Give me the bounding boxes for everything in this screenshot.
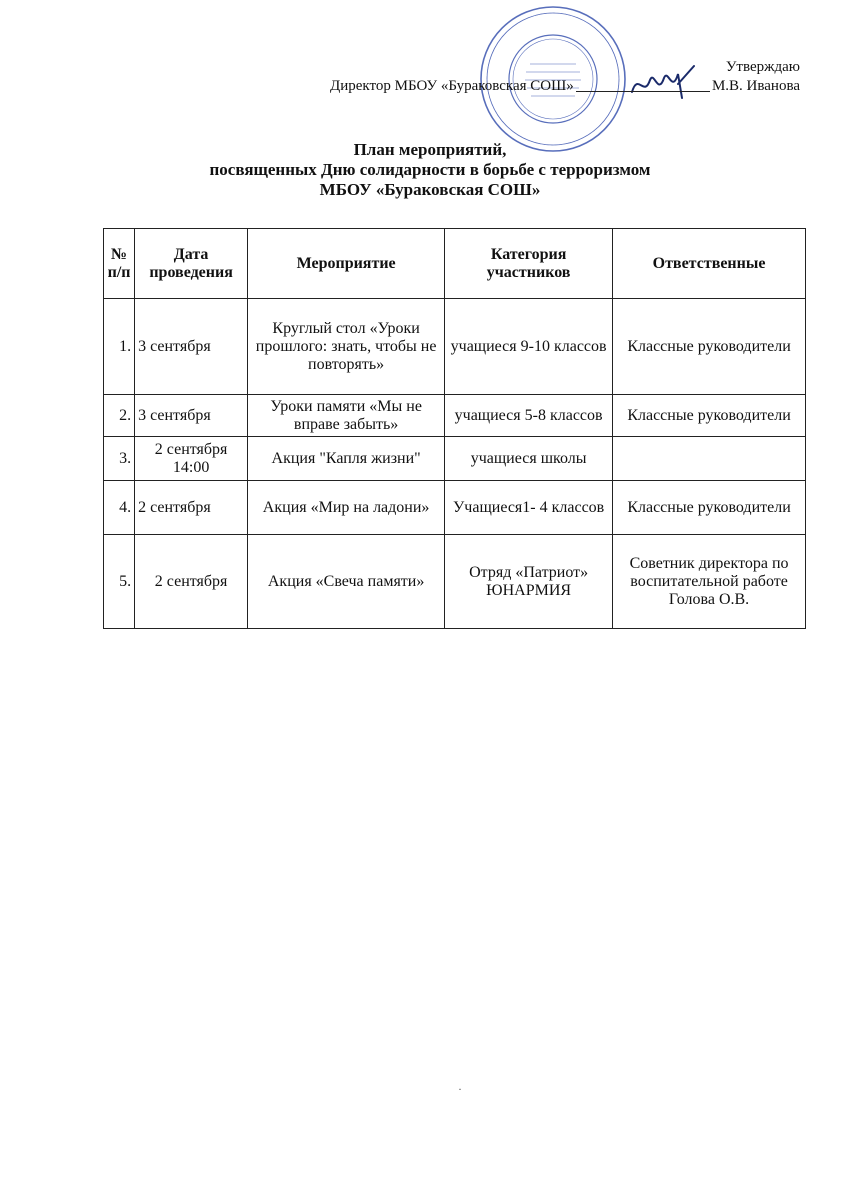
table-header-row (104, 229, 806, 299)
header-date: Дата проведения (135, 229, 248, 299)
cell-event: Круглый стол «Уроки прошлого: знать, чтобы не повторять» (248, 299, 445, 395)
cell-responsible: Классные руководители (613, 395, 806, 437)
cell-event: Акция «Свеча памяти» (248, 535, 445, 629)
approve-label: Утверждаю (725, 59, 800, 75)
cell-num: 4. (104, 481, 135, 535)
table-row (104, 535, 806, 629)
approval-block (330, 58, 800, 96)
cell-category: учащиеся 9-10 классов (445, 299, 613, 395)
document-title (0, 140, 860, 200)
cell-event: Акция «Мир на ладони» (248, 481, 445, 535)
cell-responsible (613, 437, 806, 481)
cell-category: учащиеся школы (445, 437, 613, 481)
cell-responsible: Классные руководители (613, 481, 806, 535)
header-responsible: Ответственные (613, 229, 806, 299)
header-category: Категория участников (445, 229, 613, 299)
table-row (104, 395, 806, 437)
cell-date: 2 сентября (135, 535, 248, 629)
cell-date: 3 сентября (135, 299, 248, 395)
cell-category: Отряд «Патриот» ЮНАРМИЯ (445, 535, 613, 629)
header-event: Мероприятие (248, 229, 445, 299)
events-table (103, 228, 806, 629)
table-row (104, 481, 806, 535)
director-name: М.В. Иванова (711, 78, 800, 94)
cell-num: 5. (104, 535, 135, 629)
cell-responsible: Классные руководители (613, 299, 806, 395)
director-label: Директор МБОУ «Бураковская СОШ» (330, 78, 574, 94)
cell-num: 2. (104, 395, 135, 437)
scan-mark: · (458, 1082, 462, 1096)
cell-date: 2 сентября 14:00 (135, 437, 248, 481)
cell-num: 3. (104, 437, 135, 481)
cell-date: 2 сентября (135, 481, 248, 535)
cell-event: Акция "Капля жизни" (248, 437, 445, 481)
cell-category: Учащиеся1- 4 классов (445, 481, 613, 535)
cell-num: 1. (104, 299, 135, 395)
cell-responsible: Советник директора по воспитательной работе Голова О.В. (613, 535, 806, 629)
cell-category: учащиеся 5-8 классов (445, 395, 613, 437)
table-row (104, 437, 806, 481)
table-row (104, 299, 806, 395)
title-line-3: МБОУ «Бураковская СОШ» (319, 180, 541, 199)
cell-event: Уроки памяти «Мы не вправе забыть» (248, 395, 445, 437)
signature-line (576, 90, 710, 92)
header-num: № п/п (104, 229, 135, 299)
title-line-1: План мероприятий, (353, 140, 507, 159)
cell-date: 3 сентября (135, 395, 248, 437)
title-line-2: посвященных Дню солидарности в борьбе с терроризмом (209, 160, 651, 179)
